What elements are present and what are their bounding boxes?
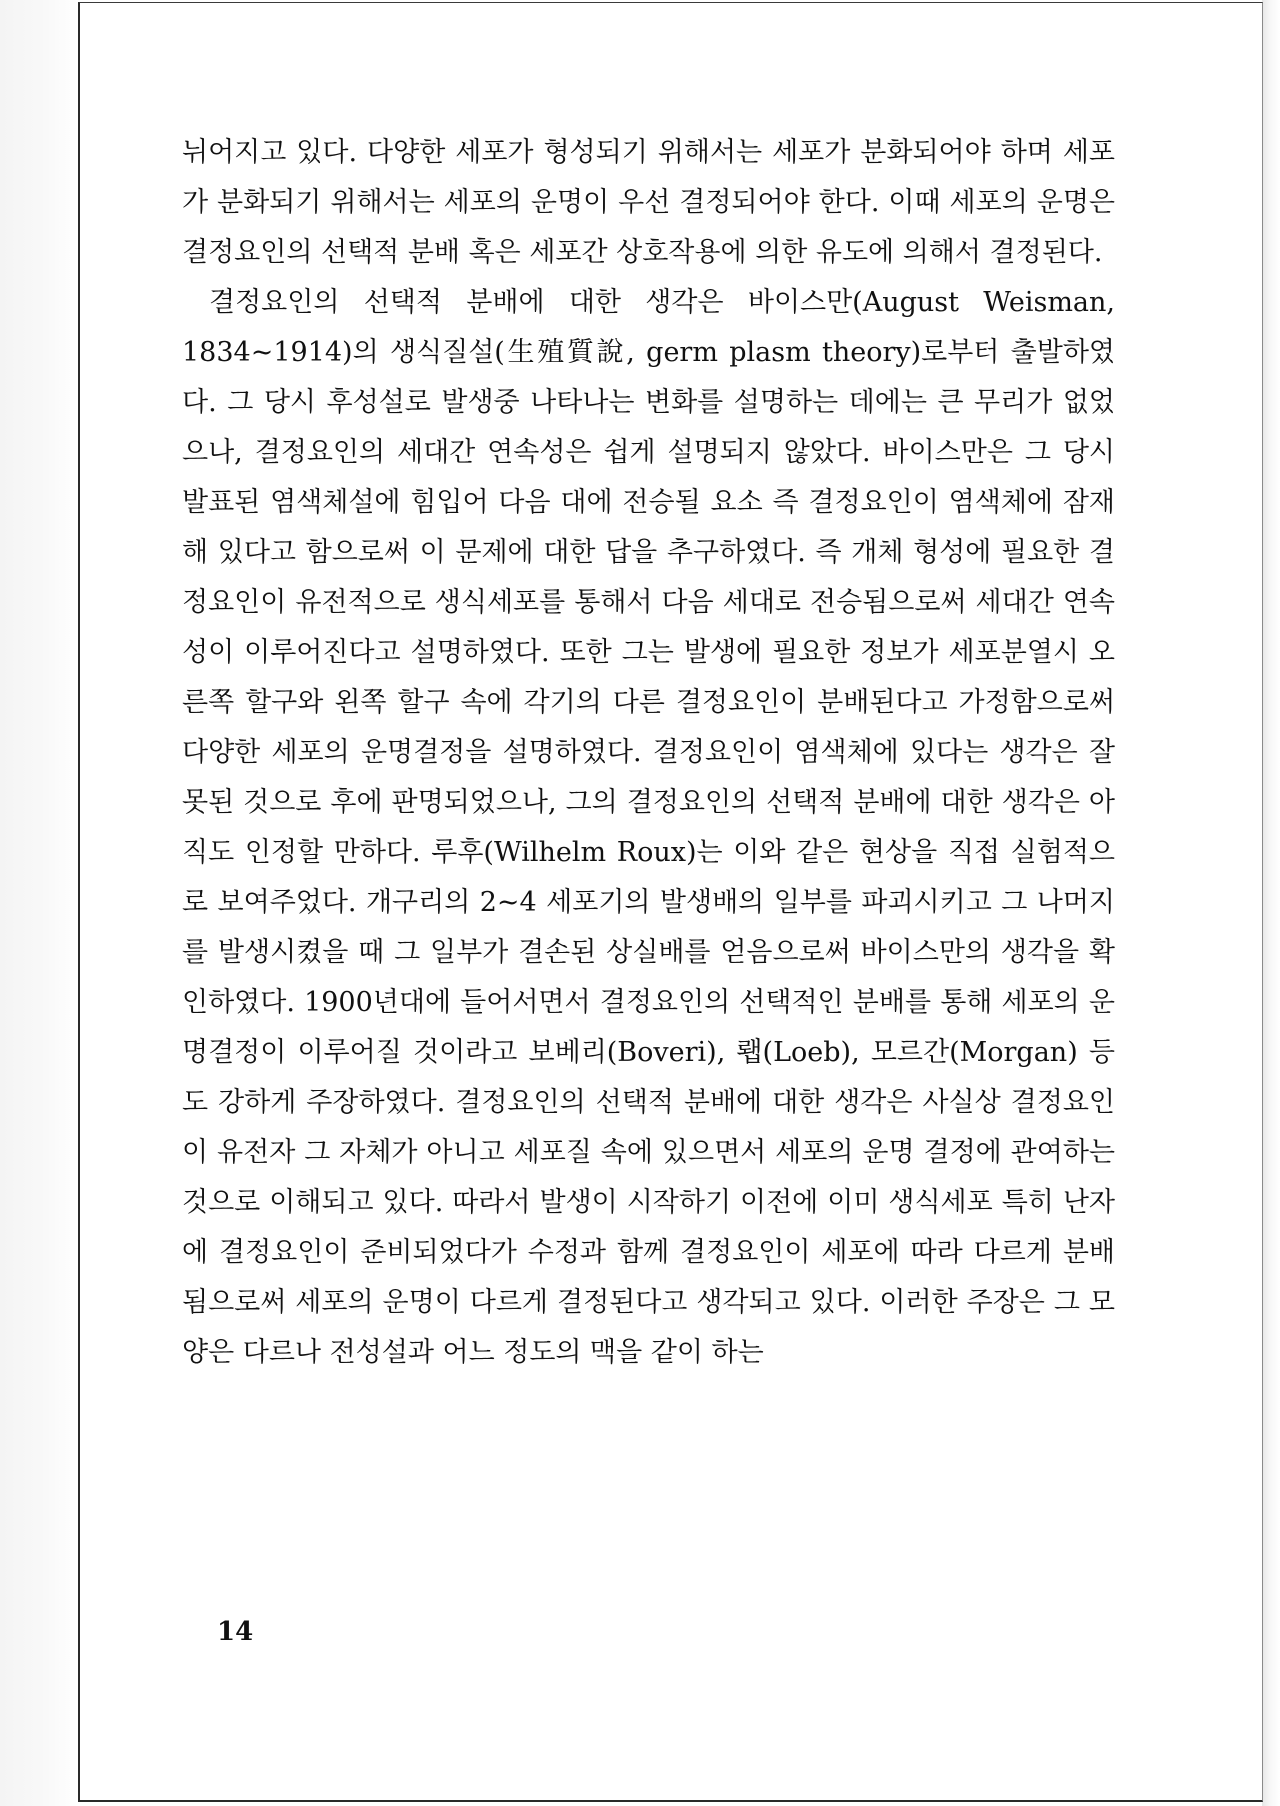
page-shadow	[1262, 0, 1280, 1806]
book-edge	[0, 0, 78, 1806]
paragraph-2: 결정요인의 선택적 분배에 대한 생각은 바이스만(August Weisman, 1834~1914)의 생식질설(生殖質說, germ plasm theory)로부터 출발하였다. 그 당시 후성설로 발생중 나타나는 변화를 설명하는 데에는 큰 무리가 없었으나, 결정요인의 세대간 연속성은 쉽게 설명되지 않았다. 바이스만은 그 당시 발표된 염색체설에 힘입어 다음 대에 전승될 요소 즉 결정요인이 염색체에 잠재해 있다고 함으로써 이 문제에 대한 답을 추구하였다. 즉 개체 형성에 필요한 결정요인이 유전적으로 생식세포를 통해서 다음 세대로 전승됨으로써 세대간 연속성이 이루어진다고 설명하였다. 또한 그는 발생에 필요한 정보가 세포분열시 오른쪽 할구와 왼쪽 할구 속에 각기의 다른 결정요인이 분배된다고 가정함으로써 다양한 세포의 운명결정을 설명하였다. 결정요인이 염색체에 있다는 생각은 잘못된 것으로 후에 판명되었으나, 그의 결정요인의 선택적 분배에 대한 생각은 아직도 인정할 만하다. 루후(Wilhelm Roux)는 이와 같은 현상을 직접 실험적으로 보여주었다. 개구리의 2~4 세포기의 발생배의 일부를 파괴시키고 그 나머지를 발생시켰을 때 그 일부가 결손된 상실배를 얻음으로써 바이스만의 생각을 확인하였다. 1900년대에 들어서면서 결정요인의 선택적인 분배를 통해 세포의 운명결정이 이루어질 것이라고 보베리(Boveri), 뢥(Loeb), 모르간(Morgan) 등도 강하게 주장하였다. 결정요인의 선택적 분배에 대한 생각은 사실상 결정요인이 유전자 그 자체가 아니고 세포질 속에 있으면서 세포의 운명 결정에 관여하는 것으로 이해되고 있다. 따라서 발생이 시작하기 이전에 이미 생식세포 특히 난자에 결정요인이 준비되었다가 수정과 함께 결정요인이 세포에 따라 다르게 분배됨으로써 세포의 운명이 다르게 결정된다고 생각되고 있다. 이러한 주장은 그 모양은 다르나 전성설과 어느 정도의 맥을 같이 하는	[182, 287, 1115, 1368]
paragraph-1: 뉘어지고 있다. 다양한 세포가 형성되기 위해서는 세포가 분화되어야 하며 세포가 분화되기 위해서는 세포의 운명이 우선 결정되어야 한다. 이때 세포의 운명은 결정요인의 선택적 분배 혹은 세포간 상호작용에 의한 유도에 의해서 결정된다.	[182, 137, 1115, 268]
body-text	[182, 128, 1115, 1378]
page-number: 14	[217, 1617, 254, 1647]
